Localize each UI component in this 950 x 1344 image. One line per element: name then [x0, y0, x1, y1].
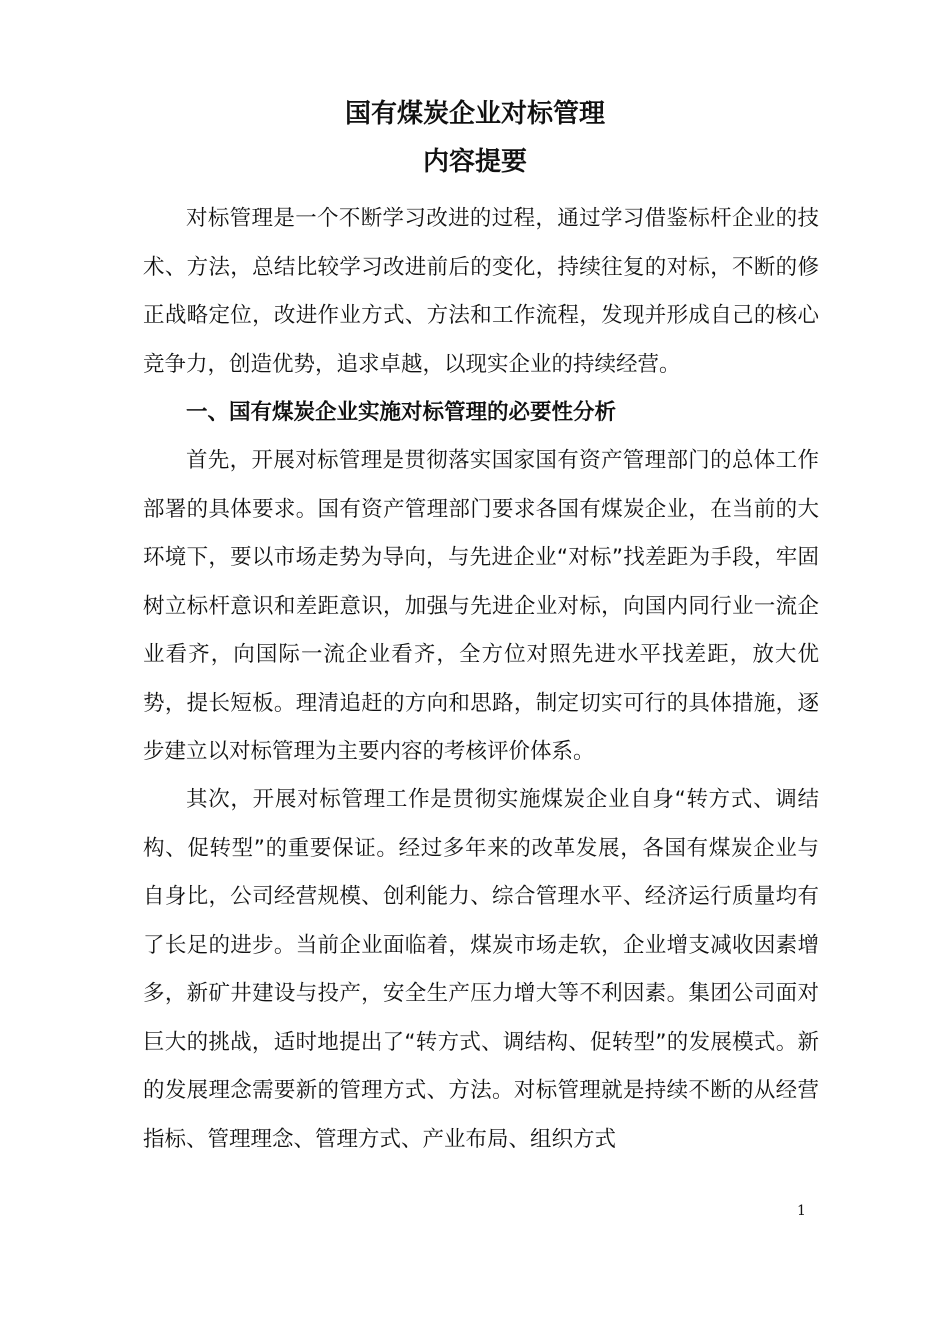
- section-heading: 一、国有煤炭企业实施对标管理的必要性分析: [186, 400, 617, 425]
- page-number: 1: [797, 1203, 806, 1219]
- body-paragraph-first: 首先，开展对标管理是贯彻落实国家国有资产管理部门的总体工作部署的具体要求。国有资产管理部门要求各国有煤炭企业，在当前的大环境下，要以市场走势为导向，与先进企业“对标”找差距为手段，牢固树立标杆意识和差距意识，加强与先进企业对标，向国内同行业一流企业看齐，向国际一流企业看齐，全方位对照先进水平找差距，放大优势，提长短板。理清追赶的方向和思路，制定切实可行的具体措施，逐步建立以对标管理为主要内容的考核评价体系。: [143, 448, 819, 764]
- document-title: 国有煤炭企业对标管理: [344, 99, 605, 129]
- document-subtitle: 内容提要: [422, 147, 527, 177]
- body-paragraph-second: 其次，开展对标管理工作是贯彻实施煤炭企业自身“转方式、调结构、促转型”的重要保证。经过多年来的改革发展，各国有煤炭企业与自身比，公司经营规模、创利能力、综合管理水平、经济运行质量均有了长足的进步。当前企业面临着，煤炭市场走软，企业增支减收因素增多，新矿井建设与投产，安全生产压力增大等不利因素。集团公司面对巨大的挑战，适时地提出了“转方式、调结构、促转型”的发展模式。新的发展理念需要新的管理方式、方法。对标管理就是持续不断的从经营指标、管理理念、管理方式、产业布局、组织方式: [143, 787, 819, 1152]
- summary-paragraph: 对标管理是一个不断学习改进的过程，通过学习借鉴标杆企业的技术、方法，总结比较学习改进前后的变化，持续往复的对标，不断的修正战略定位，改进作业方式、方法和工作流程，发现并形成自己的核心竞争力，创造优势，追求卓越，以现实企业的持续经营。: [143, 206, 819, 377]
